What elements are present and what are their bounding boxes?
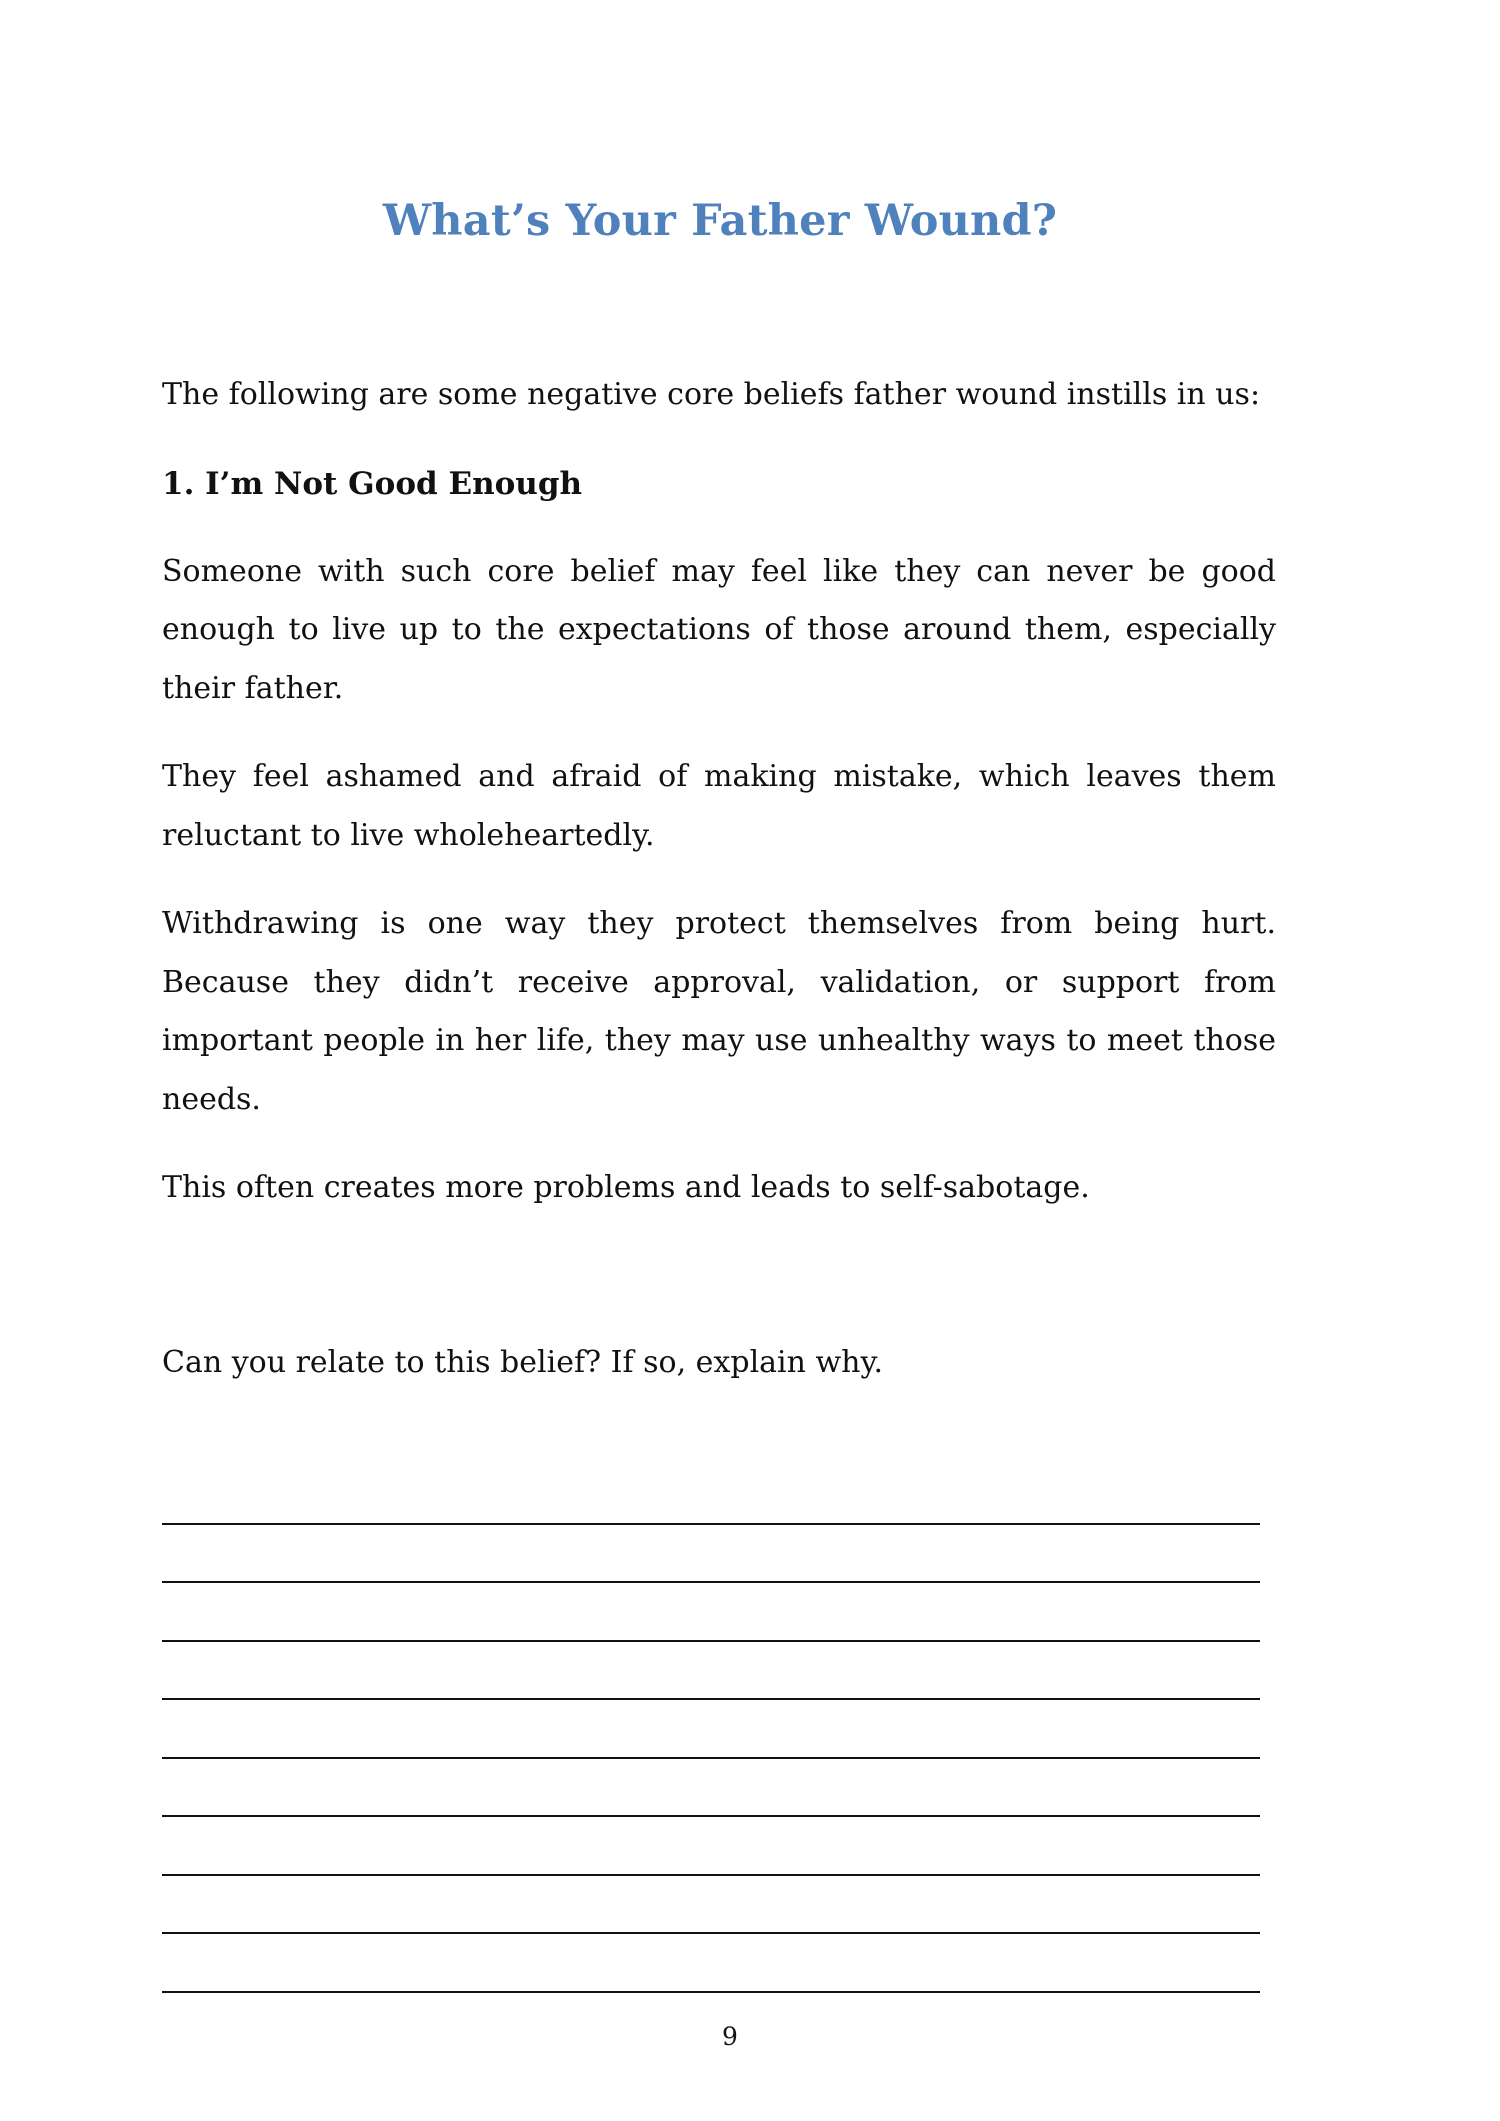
body-paragraph-4: This often creates more problems and leads to self-sabotage. — [162, 1170, 1090, 1205]
writing-line[interactable] — [162, 1934, 1260, 1993]
page-number: 9 — [722, 2022, 738, 2051]
writing-line[interactable] — [162, 1466, 1260, 1525]
writing-line[interactable] — [162, 1817, 1260, 1876]
writing-line[interactable] — [162, 1525, 1260, 1584]
writing-line[interactable] — [162, 1642, 1260, 1701]
body-paragraph-3: Withdrawing is one way they protect themselves from being hurt. Because they didn’t receive approval, validation, or support from important people in her life, they may use unhealthy ways to meet those needs. — [162, 906, 1276, 1117]
writing-line[interactable] — [162, 1700, 1260, 1759]
writing-line[interactable] — [162, 1876, 1260, 1935]
reflection-prompt: Can you relate to this belief? If so, explain why. — [162, 1344, 883, 1380]
writing-line[interactable] — [162, 1583, 1260, 1642]
body-paragraph-2: They feel ashamed and afraid of making mistake, which leaves them reluctant to live wholeheartedly. — [162, 759, 1276, 853]
section-heading: 1. I’m Not Good Enough — [162, 465, 583, 502]
body-paragraph-1: Someone with such core belief may feel like they can never be good enough to live up to the expectations of those around them, especially their father. — [162, 553, 1276, 706]
writing-line[interactable] — [162, 1759, 1260, 1818]
body-content — [162, 366, 1276, 1422]
page-title: What’s Your Father Wound? — [382, 196, 1058, 246]
intro-paragraph: The following are some negative core beliefs father wound instills in us: — [162, 377, 1261, 412]
writing-area[interactable] — [162, 1466, 1260, 1993]
